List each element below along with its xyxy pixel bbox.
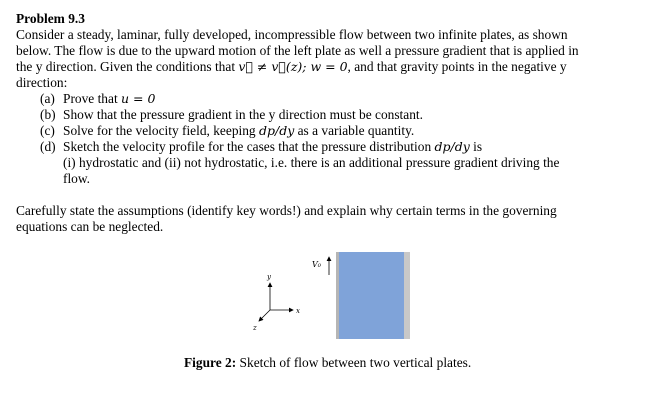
figure-caption-text: Sketch of flow between two vertical plates. bbox=[236, 355, 472, 370]
question-marker: (a) bbox=[40, 91, 55, 106]
y-axis-label: y bbox=[267, 273, 271, 281]
assumptions-line-2: equations can be neglected. bbox=[16, 219, 164, 234]
question-text: Show that the pressure gradient in the y direction must be constant. bbox=[63, 107, 423, 122]
question-marker: (d) bbox=[40, 139, 56, 154]
intro-line-3-post: , and that gravity points in the negative y bbox=[347, 59, 567, 74]
question-text: Prove that bbox=[63, 91, 122, 106]
question-text-post: is bbox=[469, 139, 483, 154]
question-math: dp/dy bbox=[434, 139, 470, 154]
figure-caption-label: Figure 2: bbox=[184, 355, 237, 370]
question-math: dp/dy bbox=[258, 123, 295, 138]
question-marker: (b) bbox=[40, 107, 56, 122]
z-axis-label: z bbox=[253, 324, 257, 332]
figure-caption bbox=[184, 355, 471, 371]
assumptions-line-1: Carefully state the assumptions (identify key words!) and explain why certain terms in the governing bbox=[16, 203, 557, 218]
intro-line-2: below. The flow is due to the upward motion of the left plate as well a pressure gradient that is applied in bbox=[16, 43, 579, 58]
question-text: Solve for the velocity field, keeping bbox=[63, 123, 259, 138]
left-plate bbox=[336, 252, 339, 339]
plate-velocity-label: V₀ bbox=[312, 260, 321, 269]
question-d-sub-line-1: (i) hydrostatic and (ii) not hydrostatic, i.e. there is an additional pressure gradient driving the bbox=[63, 155, 560, 170]
intro-line-4: direction: bbox=[16, 75, 68, 90]
intro-line-1: Consider a steady, laminar, fully developed, incompressible flow between two infinite plates, as shown bbox=[16, 27, 568, 42]
question-text: Sketch the velocity profile for the cases that the pressure distribution bbox=[63, 139, 435, 154]
question-math: u = 0 bbox=[121, 91, 156, 106]
question-d-sub-line-2: flow. bbox=[63, 171, 91, 186]
fluid-region bbox=[339, 252, 404, 339]
right-plate bbox=[404, 252, 410, 339]
x-axis-label: x bbox=[296, 307, 300, 315]
problem-title: Problem 9.3 bbox=[16, 11, 85, 26]
condition-math: v⃗ ≠ v⃗(z); w = 0 bbox=[238, 59, 348, 74]
z-axis-arrow bbox=[259, 310, 270, 321]
intro-line-3-pre: the y direction. Given the conditions that bbox=[16, 59, 239, 74]
coordinate-axes bbox=[252, 273, 300, 332]
question-marker: (c) bbox=[40, 123, 55, 138]
question-text-post: as a variable quantity. bbox=[294, 123, 415, 138]
